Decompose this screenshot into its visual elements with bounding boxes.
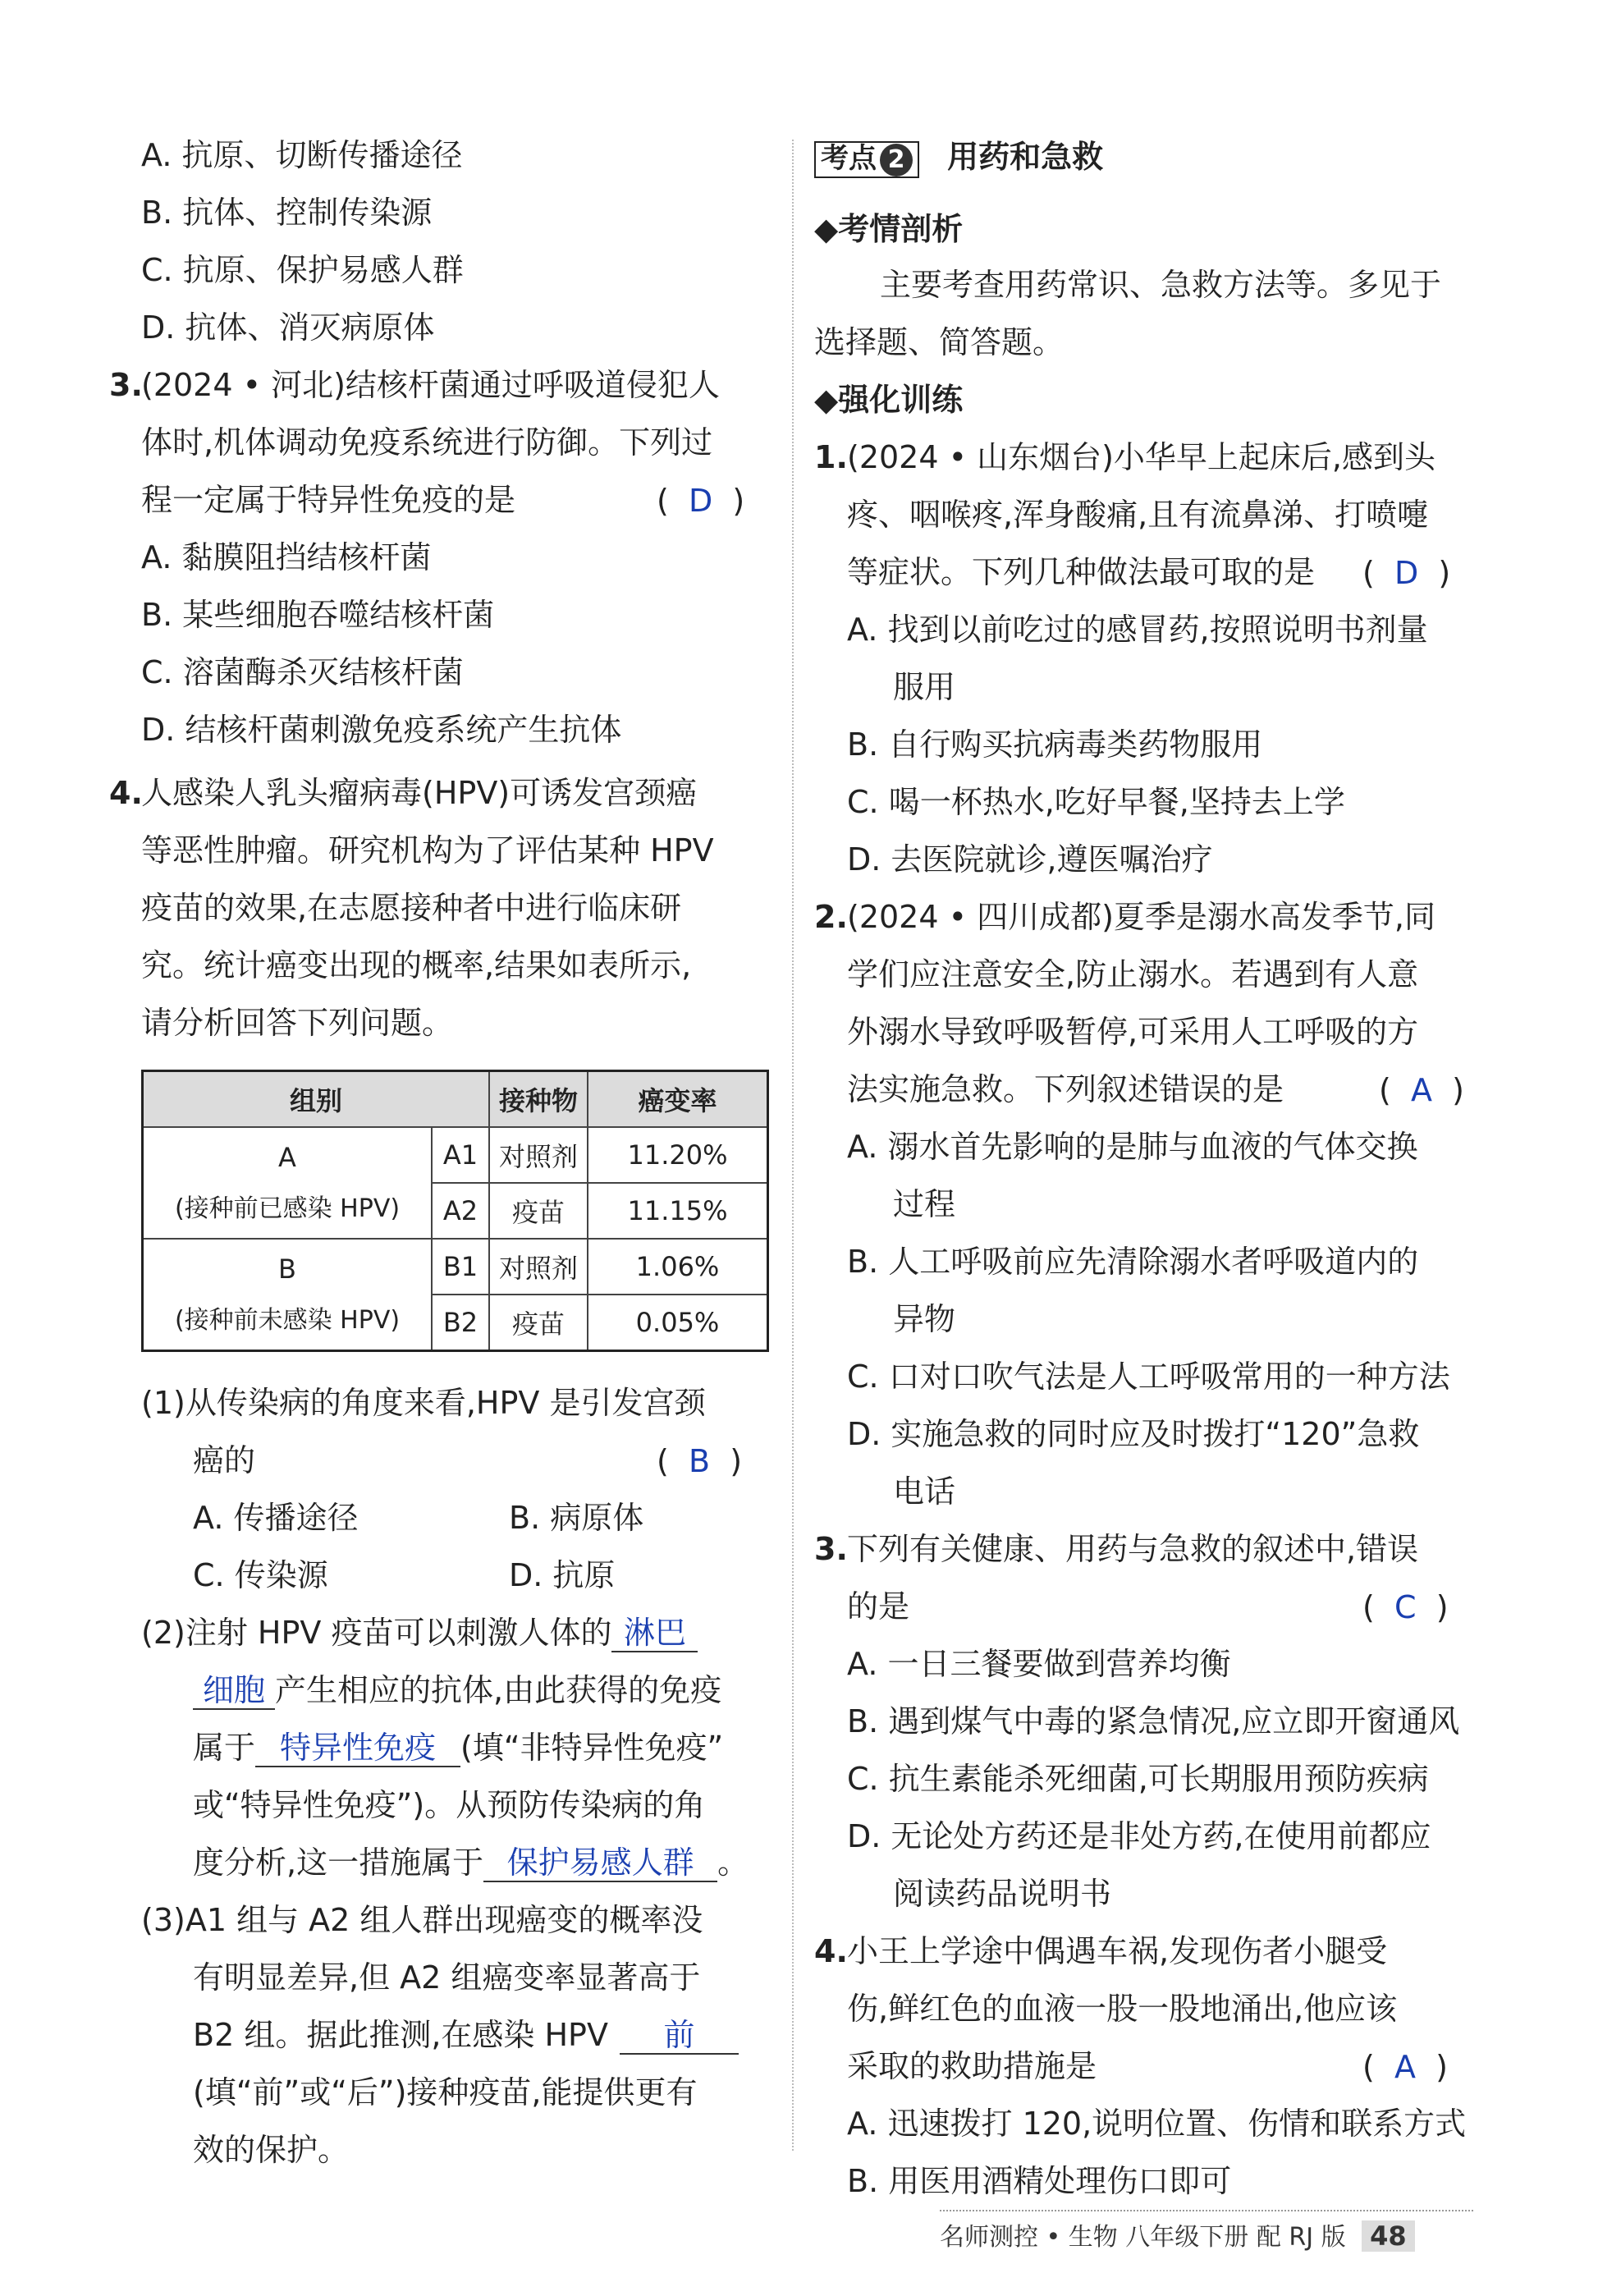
r-q1-number: 1.: [814, 439, 848, 475]
q4-sub2-blank1b: 细胞: [193, 1674, 275, 1710]
table-row: [143, 1239, 768, 1295]
q2-option-d: D. 抗体、消灭病原体: [141, 309, 435, 346]
group-a-note: (接种前已感染 HPV): [174, 1194, 401, 1223]
table-cell: 对照剂: [489, 1239, 588, 1295]
training-heading: [814, 383, 963, 419]
q4-sub1-answer-bracket: ( B ): [657, 1443, 743, 1479]
r-q3-option-d-cont: 阅读药品说明书: [893, 1876, 1112, 1912]
footer-text: 名师测控 • 生物 八年级下册 配 RJ 版: [940, 2223, 1346, 2252]
q2-option-b: B. 抗体、控制传染源: [141, 195, 433, 231]
diamond-bullet-icon: ◆: [814, 211, 839, 247]
q4-sub3-blank: 前: [620, 2019, 739, 2055]
r-q4-stem-line: 采取的救助措施是: [847, 2048, 1097, 2084]
r-q2-option-d: D. 实施急救的同时应及时拨打“120”急救: [847, 1416, 1420, 1452]
r-q2-option-a: A. 溺水首先影响的是肺与血液的气体交换: [847, 1129, 1418, 1165]
r-q1-stem-line: (2024 • 山东烟台)小华早上起床后,感到头: [847, 439, 1436, 475]
topic-heading: [814, 140, 1103, 178]
table-cell: 0.05%: [588, 1295, 768, 1351]
q4-sub2-text: 。: [717, 1845, 749, 1881]
r-q3-answer-bracket: ( C ): [1362, 1589, 1449, 1625]
q4-stem-line: 请分析回答下列问题。: [141, 1005, 454, 1041]
r-q2-stem-line: (2024 • 四川成都)夏季是溺水高发季节,同: [847, 899, 1436, 935]
r-q2-option-b-cont: 异物: [893, 1301, 956, 1337]
q4-sub2-line: [193, 1730, 723, 1767]
r-q1-option-a: A. 找到以前吃过的感冒药,按照说明书剂量: [847, 612, 1428, 648]
group-a-cell: [143, 1127, 433, 1239]
q4-sub2-text: (2)注射 HPV 疫苗可以刺激人体的: [141, 1615, 612, 1651]
q4-sub2-text: 度分析,这一措施属于: [193, 1845, 484, 1881]
q4-sub2-line: [141, 1615, 698, 1652]
r-q4-stem-line: 伤,鲜红色的血液一股一股地涌出,他应该: [847, 1991, 1398, 2027]
group-b-cell: [143, 1239, 433, 1351]
table-cell: 疫苗: [489, 1183, 588, 1239]
r-q3-answer: C: [1394, 1589, 1417, 1625]
q3-answer: D: [688, 483, 713, 519]
r-q1-option-a-cont: 服用: [893, 669, 956, 705]
analysis-heading-text: 考情剖析: [838, 211, 964, 247]
column-divider: [792, 140, 794, 2151]
r-q2-option-c: C. 口对口吹气法是人工呼吸常用的一种方法: [847, 1359, 1450, 1395]
table-cell: 1.06%: [588, 1239, 768, 1295]
q4-sub2-text: (填“非特异性免疫”: [460, 1730, 724, 1766]
q4-sub2-text: 属于: [193, 1730, 256, 1766]
q4-sub3-line: 有明显差异,但 A2 组癌变率显著高于: [193, 1959, 701, 1996]
q4-sub1-line: (1)从传染病的角度来看,HPV 是引发宫颈: [141, 1385, 706, 1421]
r-q3-number: 3.: [814, 1531, 848, 1567]
r-q2-option-a-cont: 过程: [893, 1186, 956, 1222]
r-q3-option-b: B. 遇到煤气中毒的紧急情况,应立即开窗通风: [847, 1703, 1460, 1739]
table-cell: 疫苗: [489, 1295, 588, 1351]
group-b-label: B: [278, 1253, 296, 1285]
q3-number: 3.: [109, 367, 143, 403]
q4-sub2-text: 产生相应的抗体,由此获得的免疫: [275, 1672, 722, 1708]
q4-sub2-line: [193, 1845, 749, 1882]
q3-option-b: B. 某些细胞吞噬结核杆菌: [141, 597, 495, 633]
r-q4-stem-line: 小王上学途中偶遇车祸,发现伤者小腿受: [847, 1933, 1388, 1969]
q4-sub2-line: 或“特异性免疫”)。从预防传染病的角: [193, 1787, 706, 1823]
r-q3-stem-line: 的是: [847, 1588, 910, 1625]
r-q3-option-c: C. 抗生素能杀死细菌,可长期服用预防疾病: [847, 1761, 1429, 1797]
topic-title: 用药和急救: [947, 139, 1104, 175]
q2-option-c: C. 抗原、保护易感人群: [141, 252, 464, 288]
r-q2-answer: A: [1410, 1072, 1432, 1108]
training-heading-text: 强化训练: [838, 382, 964, 418]
q4-sub1-option-a: A. 传播途径: [193, 1500, 359, 1536]
r-q2-option-b: B. 人工呼吸前应先清除溺水者呼吸道内的: [847, 1244, 1419, 1280]
q4-stem-line: 疫苗的效果,在志愿接种者中进行临床研: [141, 890, 682, 926]
group-b-note: (接种前未感染 HPV): [174, 1306, 401, 1335]
q3-option-c: C. 溶菌酶杀灭结核杆菌: [141, 654, 464, 690]
q3-option-a: A. 黏膜阻挡结核杆菌: [141, 539, 432, 575]
table-header-cell: 组别: [143, 1071, 490, 1128]
r-q2-stem-line: 外溺水导致呼吸暂停,可采用人工呼吸的方: [847, 1014, 1419, 1050]
q4-sub2-blank2: 特异性免疫: [255, 1731, 460, 1767]
footer-rule: [940, 2210, 1473, 2211]
q3-answer-bracket: ( D ): [657, 483, 745, 519]
r-q1-stem-line: 疼、咽喉疼,浑身酸痛,且有流鼻涕、打喷嚏: [847, 497, 1429, 533]
analysis-line: 主要考查用药常识、急救方法等。多见于: [880, 267, 1442, 303]
q4-sub3-text: B2 组。据此推测,在感染 HPV: [193, 2017, 608, 2053]
q4-stem-line: 人感染人乳头瘤病毒(HPV)可诱发宫颈癌: [141, 775, 698, 811]
r-q3-option-a: A. 一日三餐要做到营养均衡: [847, 1646, 1231, 1682]
q4-sub1-option-c: C. 传染源: [193, 1557, 328, 1593]
r-q3-stem-line: 下列有关健康、用药与急救的叙述中,错误: [847, 1531, 1419, 1567]
r-q4-answer-bracket: ( A ): [1362, 2049, 1448, 2085]
r-q2-number: 2.: [814, 899, 848, 935]
topic-tag-label: 考点: [821, 142, 877, 175]
table-cell: B2: [432, 1295, 489, 1351]
q4-sub1-option-b: B. 病原体: [509, 1500, 644, 1536]
q3-stem-line: 体时,机体调动免疫系统进行防御。下列过: [141, 424, 713, 461]
q4-number: 4.: [109, 775, 143, 811]
q4-sub3-line: [193, 2018, 739, 2055]
table-cell: A1: [432, 1127, 489, 1183]
table-row: [143, 1127, 768, 1183]
r-q1-stem-line: 等症状。下列几种做法最可取的是: [847, 554, 1316, 590]
q4-sub2-line: [193, 1673, 721, 1710]
r-q2-stem-line: 学们应注意安全,防止溺水。若遇到有人意: [847, 956, 1419, 992]
q4-sub2-blank3: 保护易感人群: [483, 1846, 717, 1882]
table-cell: B1: [432, 1239, 489, 1295]
page-footer: [940, 2216, 1415, 2252]
r-q4-option-a: A. 迅速拨打 120,说明位置、伤情和联系方式: [847, 2106, 1467, 2142]
r-q3-option-d: D. 无论处方药还是非处方药,在使用前都应: [847, 1818, 1431, 1854]
r-q1-option-b: B. 自行购买抗病毒类药物服用: [847, 726, 1263, 763]
r-q2-stem-line: 法实施急救。下列叙述错误的是: [847, 1071, 1284, 1107]
analysis-heading: [814, 212, 963, 248]
group-a-label: A: [278, 1142, 296, 1173]
table-cell: 11.15%: [588, 1183, 768, 1239]
r-q4-option-b: B. 用医用酒精处理伤口即可: [847, 2163, 1232, 2199]
q4-sub1-option-d: D. 抗原: [509, 1557, 616, 1593]
r-q1-option-d: D. 去医院就诊,遵医嘱治疗: [847, 841, 1213, 878]
q4-sub2-blank1a: 淋巴: [611, 1616, 698, 1652]
r-q2-option-d-cont: 电话: [893, 1473, 956, 1510]
r-q1-option-c: C. 喝一杯热水,吃好早餐,坚持去上学: [847, 784, 1345, 820]
r-q4-number: 4.: [814, 1933, 848, 1969]
topic-number: 2: [880, 144, 913, 176]
q3-stem-line: 程一定属于特异性免疫的是: [141, 482, 516, 518]
q4-stem-line: 等恶性肿瘤。研究机构为了评估某种 HPV: [141, 832, 714, 868]
q4-sub1-answer: B: [688, 1443, 711, 1479]
q4-sub3-line: (填“前”或“后”)接种疫苗,能提供更有: [193, 2074, 698, 2110]
q4-sub1-line: 癌的: [193, 1442, 256, 1478]
q4-sub3-line: 效的保护。: [193, 2132, 350, 2168]
table-header-row: [143, 1071, 768, 1128]
table-cell: 11.20%: [588, 1127, 768, 1183]
analysis-line: 选择题、简答题。: [814, 324, 1065, 360]
table-header-cell: 接种物: [489, 1071, 588, 1128]
q2-option-a: A. 抗原、切断传播途径: [141, 137, 463, 173]
r-q2-answer-bracket: ( A ): [1379, 1072, 1464, 1108]
table-cell: 对照剂: [489, 1127, 588, 1183]
page-number: 48: [1362, 2220, 1415, 2252]
topic-tag: [814, 141, 919, 178]
diamond-bullet-icon: ◆: [814, 382, 839, 418]
r-q1-answer: D: [1394, 555, 1419, 591]
hpv-results-table: [141, 1070, 769, 1352]
r-q1-answer-bracket: ( D ): [1362, 555, 1451, 591]
r-q4-answer: A: [1394, 2049, 1416, 2085]
q3-stem-line: (2024 • 河北)结核杆菌通过呼吸道侵犯人: [141, 367, 720, 403]
q3-option-d: D. 结核杆菌刺激免疫系统产生抗体: [141, 712, 622, 748]
q4-stem-line: 究。统计癌变出现的概率,结果如表所示,: [141, 947, 692, 983]
q4-sub3-line: (3)A1 组与 A2 组人群出现癌变的概率没: [141, 1902, 703, 1938]
table-cell: A2: [432, 1183, 489, 1239]
table-header-cell: 癌变率: [588, 1071, 768, 1128]
